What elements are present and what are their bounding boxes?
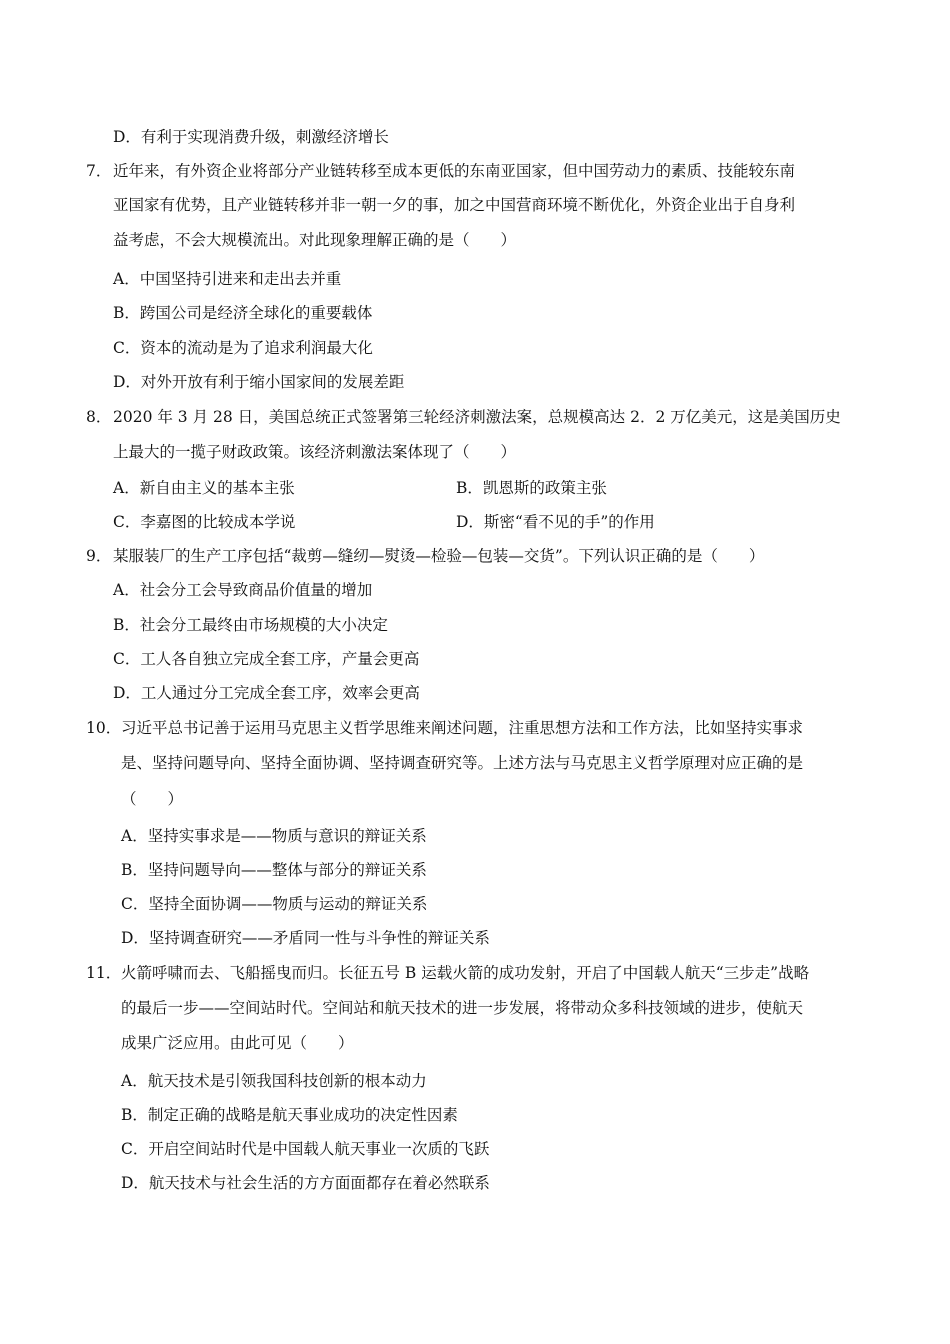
- q10-option-c: C．坚持全面协调——物质与运动的辩证关系: [121, 895, 428, 913]
- q7-option-d: D．对外开放有利于缩小国家间的发展差距: [113, 373, 405, 391]
- q8-option-d: D．斯密“看不见的手”的作用: [456, 513, 655, 531]
- q9-stem-line-1: 某服装厂的生产工序包括“裁剪—缝纫—熨烫—检验—包装—交货”。下列认识正确的是（ ）: [113, 547, 765, 565]
- q11-stem-line-1: 火箭呼啸而去、飞船摇曳而归。长征五号 B 运载火箭的成功发射，开启了中国载人航天“三步走”战略: [121, 964, 810, 982]
- q10-stem-line-3: （ ）: [121, 790, 184, 808]
- q10-stem-line-2: 是、坚持问题导向、坚持全面协调、坚持调查研究等。上述方法与马克思主义哲学原理对应正确的是: [121, 754, 804, 772]
- q10-stem-line-1: 习近平总书记善于运用马克思主义哲学思维来阐述问题，注重思想方法和工作方法，比如坚持实事求: [121, 719, 804, 737]
- q9-option-a: A．社会分工会导致商品价值量的增加: [113, 581, 373, 599]
- q9-number: 9．: [86, 547, 112, 565]
- q9-option-c: C．工人各自独立完成全套工序，产量会更高: [113, 650, 420, 668]
- q8-stem-line-2: 上最大的一揽子财政政策。该经济刺激法案体现了（ ）: [113, 443, 517, 461]
- q7-option-c: C．资本的流动是为了追求利润最大化: [113, 339, 373, 357]
- q7-stem-line-3: 益考虑，不会大规模流出。对此现象理解正确的是（ ）: [113, 231, 517, 249]
- q11-option-d: D．航天技术与社会生活的方方面面都存在着必然联系: [121, 1174, 490, 1192]
- q10-number: 10．: [86, 719, 122, 737]
- q8-option-b: B．凯恩斯的政策主张: [456, 479, 607, 497]
- q7-number: 7．: [86, 162, 112, 180]
- q8-option-a: A．新自由主义的基本主张: [113, 479, 295, 497]
- q6-option-d: D．有利于实现消费升级，刺激经济增长: [113, 128, 389, 146]
- q10-option-a: A．坚持实事求是——物质与意识的辩证关系: [121, 827, 427, 845]
- q7-stem-line-2: 亚国家有优势，且产业链转移并非一朝一夕的事，加之中国营商环境不断优化，外资企业出于自身利: [113, 196, 796, 214]
- q8-option-c: C．李嘉图的比较成本学说: [113, 513, 296, 531]
- q8-number: 8．: [86, 408, 112, 426]
- q9-option-b: B．社会分工最终由市场规模的大小决定: [113, 616, 388, 634]
- q11-option-a: A．航天技术是引领我国科技创新的根本动力: [121, 1072, 427, 1090]
- q11-option-b: B．制定正确的战略是航天事业成功的决定性因素: [121, 1106, 458, 1124]
- q11-number: 11．: [86, 964, 122, 982]
- q10-option-b: B．坚持问题导向——整体与部分的辩证关系: [121, 861, 427, 879]
- q7-stem-line-1: 近年来，有外资企业将部分产业链转移至成本更低的东南亚国家，但中国劳动力的素质、技能较东南: [113, 162, 796, 180]
- q10-option-d: D．坚持调查研究——矛盾同一性与斗争性的辩证关系: [121, 929, 490, 947]
- q7-option-b: B．跨国公司是经济全球化的重要载体: [113, 304, 373, 322]
- q11-stem-line-2: 的最后一步——空间站时代。空间站和航天技术的进一步发展，将带动众多科技领域的进步，使航天: [121, 999, 804, 1017]
- q11-stem-line-3: 成果广泛应用。由此可见（ ）: [121, 1034, 354, 1052]
- q7-option-a: A．中国坚持引进来和走出去并重: [113, 270, 342, 288]
- q11-option-c: C．开启空间站时代是中国载人航天事业一次质的飞跃: [121, 1140, 490, 1158]
- q9-option-d: D．工人通过分工完成全套工序，效率会更高: [113, 684, 420, 702]
- q8-stem-line-1: 2020 年 3 月 28 日，美国总统正式签署第三轮经济刺激法案，总规模高达 2．2 万亿美元，这是美国历史: [113, 408, 841, 426]
